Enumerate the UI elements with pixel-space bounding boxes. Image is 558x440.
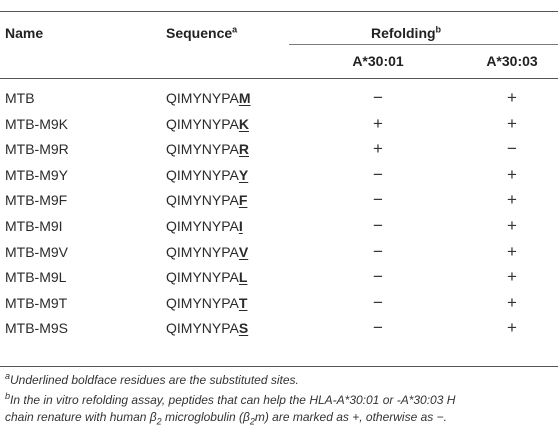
sequence-prefix: QIMYNYPA [166, 192, 239, 208]
sequence-prefix: QIMYNYPA [166, 116, 239, 132]
refolding-a3001: + [373, 139, 383, 158]
refolding-a3003: + [507, 88, 517, 107]
table-top-rule [0, 11, 558, 12]
sequence-prefix: QIMYNYPA [166, 90, 239, 106]
row-sequence [166, 166, 248, 184]
substituted-residue: F [238, 192, 248, 208]
sequence-prefix: QIMYNYPA [166, 320, 239, 336]
row-sequence [166, 191, 247, 209]
refolding-rule [289, 44, 558, 45]
row-name: MTB [5, 90, 35, 106]
refolding-a3003: + [507, 267, 517, 286]
footnote-a: $^a$Underlined boldface residues are the substituted sites. [5, 371, 299, 387]
refolding-a3001: − [373, 318, 383, 337]
header-allele-a3001: A*30:01 [352, 53, 404, 69]
header-sequence: Sequence$^a$ [166, 24, 238, 41]
row-sequence [166, 140, 249, 158]
header-refolding: Refolding$^b$ [371, 24, 442, 41]
refolding-a3001: − [373, 242, 383, 261]
sequence-prefix: QIMYNYPA [166, 218, 239, 234]
substituted-residue: S [238, 320, 249, 336]
substituted-residue: I [238, 218, 243, 234]
refolding-a3003: + [507, 165, 517, 184]
header-name: Name [5, 25, 44, 41]
refolding-a3001: − [373, 267, 383, 286]
sequence-prefix: QIMYNYPA [166, 295, 239, 311]
refolding-a3003: − [507, 139, 517, 158]
header-rule [0, 78, 558, 79]
substituted-residue: T [238, 295, 248, 311]
refolding-a3003: + [507, 216, 517, 235]
row-sequence [166, 294, 247, 312]
refolding-a3003: + [507, 318, 517, 337]
refolding-a3001: − [373, 165, 383, 184]
refolding-a3003: + [507, 114, 517, 133]
row-sequence [166, 268, 247, 286]
substituted-residue: Y [238, 167, 249, 183]
refolding-a3003: + [507, 190, 517, 209]
refolding-a3001: − [373, 88, 383, 107]
refolding-a3003: + [507, 242, 517, 261]
table-bottom-rule [0, 366, 558, 367]
sequence-prefix: QIMYNYPA [166, 167, 239, 183]
substituted-residue: V [238, 244, 249, 260]
substituted-residue: L [238, 269, 248, 285]
row-name: MTB-M9F [5, 192, 68, 208]
row-name: MTB-M9I [5, 218, 63, 234]
sequence-prefix: QIMYNYPA [166, 244, 239, 260]
substituted-residue: K [238, 116, 249, 132]
header-allele-a3003: A*30:03 [486, 53, 538, 69]
refolding-a3001: + [373, 114, 383, 133]
refolding-a3001: − [373, 216, 383, 235]
refolding-a3001: − [373, 293, 383, 312]
row-name: MTB-M9T [5, 295, 68, 311]
row-sequence [166, 319, 248, 337]
footnote-b: $^b$In the in vitro refolding assay, peptides that can help the HLA-A*30:01 or -A*30:03 H chain renature with human $\beta_2$ microglobulin $(\beta_2m)$ are marked as +, otherwise as −. [5, 391, 456, 427]
row-name: MTB-M9R [5, 141, 69, 157]
row-name: MTB-M9Y [5, 167, 68, 183]
row-name: MTB-M9K [5, 116, 68, 132]
substituted-residue: M [238, 90, 251, 106]
row-name: MTB-M9L [5, 269, 67, 285]
row-sequence [166, 115, 249, 133]
sequence-prefix: QIMYNYPA [166, 141, 239, 157]
row-sequence [166, 217, 243, 235]
row-sequence [166, 243, 248, 261]
row-name: MTB-M9V [5, 244, 68, 260]
row-sequence [166, 89, 251, 107]
substituted-residue: R [238, 141, 249, 157]
refolding-a3003: + [507, 293, 517, 312]
row-name: MTB-M9S [5, 320, 68, 336]
sequence-prefix: QIMYNYPA [166, 269, 239, 285]
refolding-a3001: − [373, 190, 383, 209]
